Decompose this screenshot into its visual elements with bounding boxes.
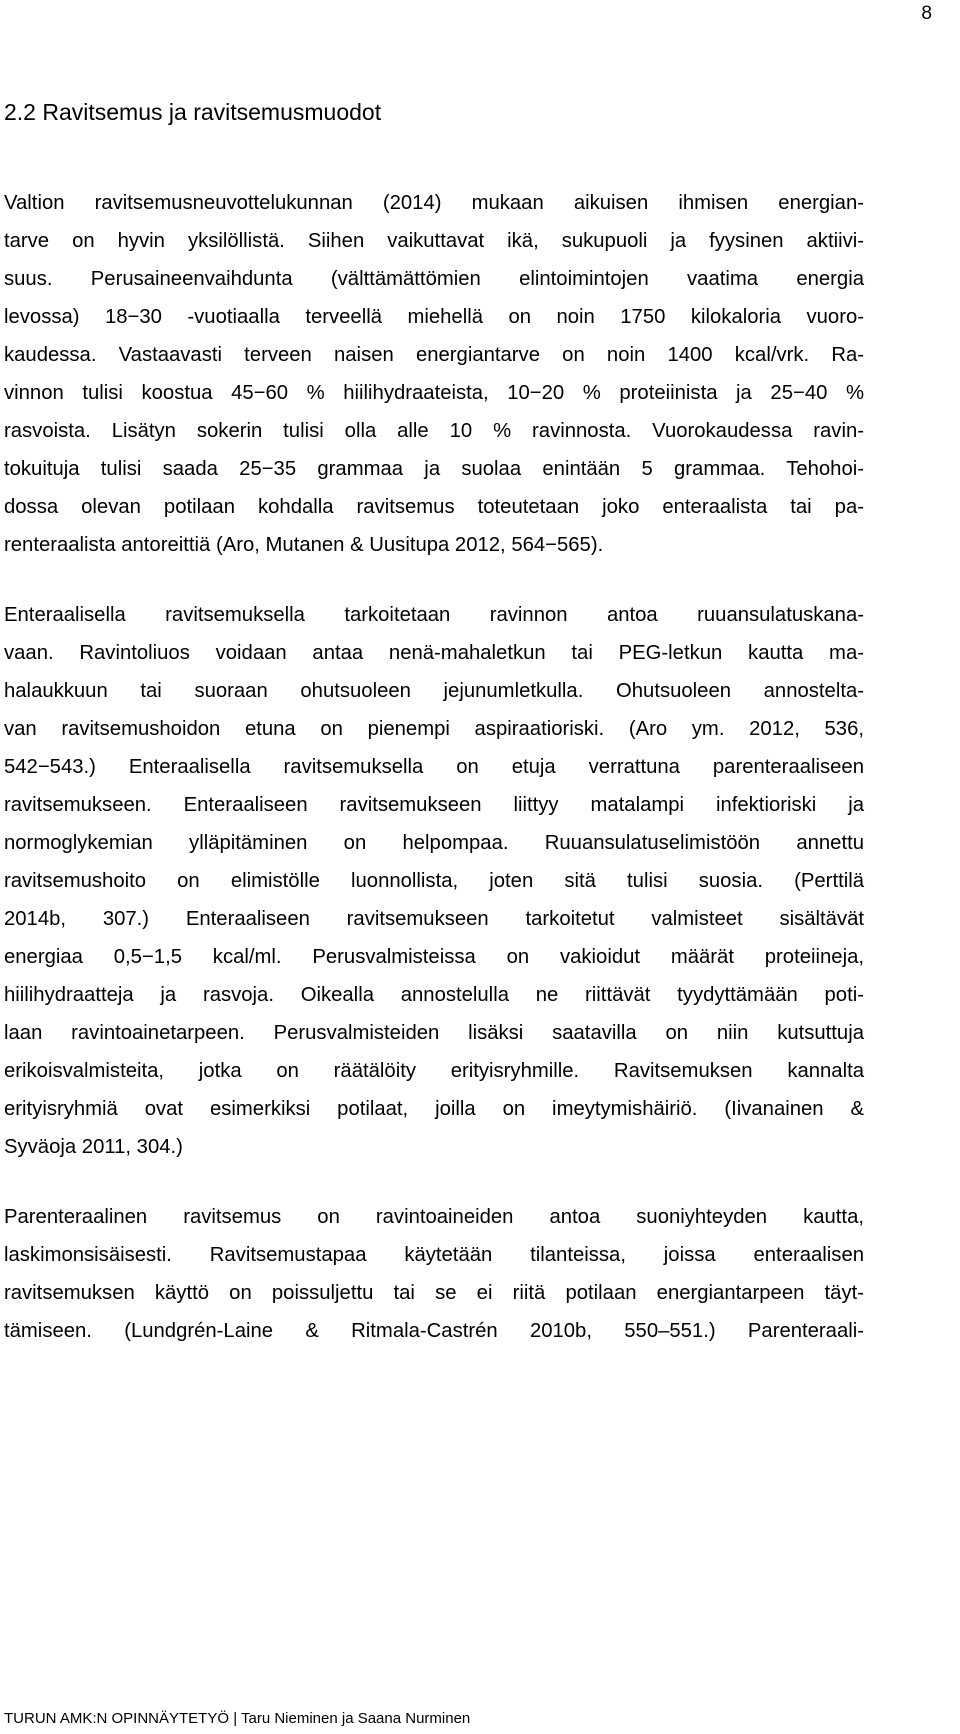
text-line: halaukkuun tai suoraan ohutsuoleen jejunumletkulla. Ohutsuoleen annostelta- — [4, 680, 864, 702]
text-line: Parenteraalinen ravitsemus on ravintoaineiden antoa suoniyhteyden kautta, — [4, 1206, 864, 1228]
text-line: laskimonsisäisesti. Ravitsemustapaa käytetään tilanteissa, joissa enteraalisen — [4, 1244, 864, 1266]
text-line: ravitsemukseen. Enteraaliseen ravitsemukseen liittyy matalampi infektioriski ja — [4, 794, 864, 816]
text-line: normoglykemian ylläpitäminen on helpompaa. Ruuansulatuselimistöön annettu — [4, 832, 864, 854]
text-line: vaan. Ravintoliuos voidaan antaa nenä-mahaletkun tai PEG-letkun kautta ma- — [4, 642, 864, 664]
text-line: 2014b, 307.) Enteraaliseen ravitsemukseen tarkoitetut valmisteet sisältävät — [4, 908, 864, 930]
text-line: vinnon tulisi koostua 45−60 % hiilihydraateista, 10−20 % proteiinista ja 25−40 % — [4, 382, 864, 404]
text-line: rasvoista. Lisätyn sokerin tulisi olla alle 10 % ravinnosta. Vuorokaudessa ravin- — [4, 420, 864, 442]
text-line: renteraalista antoreittiä (Aro, Mutanen & Uusitupa 2012, 564−565). — [4, 534, 604, 556]
text-line: ravitsemuksen käyttö on poissuljettu tai se ei riitä potilaan energiantarpeen täyt- — [4, 1282, 864, 1304]
text-line: Enteraalisella ravitsemuksella tarkoitetaan ravinnon antoa ruuansulatuskana- — [4, 604, 864, 626]
page-footer: TURUN AMK:N OPINNÄYTETYÖ | Taru Nieminen ja Saana Nurminen — [4, 1710, 471, 1727]
section-heading: 2.2 Ravitsemus ja ravitsemusmuodot — [4, 99, 382, 125]
page-number: 8 — [921, 3, 932, 24]
text-line: 542−543.) Enteraalisella ravitsemuksella on etuja verrattuna parenteraaliseen — [4, 756, 864, 778]
text-line: ravitsemushoito on elimistölle luonnollista, joten sitä tulisi suosia. (Perttilä — [4, 870, 864, 892]
text-line: erikoisvalmisteita, jotka on räätälöity erityisryhmille. Ravitsemuksen kannalta — [4, 1060, 864, 1082]
text-line: erityisryhmiä ovat esimerkiksi potilaat, joilla on imeytymishäiriö. (Iivanainen & — [4, 1098, 864, 1120]
text-line: van ravitsemushoidon etuna on pienempi aspiraatioriski. (Aro ym. 2012, 536, — [4, 718, 864, 740]
text-line: laan ravintoainetarpeen. Perusvalmisteiden lisäksi saatavilla on niin kutsuttuja — [4, 1022, 864, 1044]
text-line: hiilihydraatteja ja rasvoja. Oikealla annostelulla ne riittävät tyydyttämään poti- — [4, 984, 864, 1006]
text-line: kaudessa. Vastaavasti terveen naisen energiantarve on noin 1400 kcal/vrk. Ra- — [4, 344, 864, 366]
text-line: dossa olevan potilaan kohdalla ravitsemus toteutetaan joko enteraalista tai pa- — [4, 496, 864, 518]
text-line: tokuituja tulisi saada 25−35 grammaa ja suolaa enintään 5 grammaa. Tehohoi- — [4, 458, 864, 480]
text-line: tämiseen. (Lundgrén-Laine & Ritmala-Castrén 2010b, 550–551.) Parenteraali- — [4, 1320, 864, 1342]
text-line: suus. Perusaineenvaihdunta (välttämättömien elintoimintojen vaatima energia — [4, 268, 864, 290]
text-line: Syväoja 2011, 304.) — [4, 1136, 183, 1158]
text-line: Valtion ravitsemusneuvottelukunnan (2014) mukaan aikuisen ihmisen energian- — [4, 192, 864, 214]
text-line: tarve on hyvin yksilöllistä. Siihen vaikuttavat ikä, sukupuoli ja fyysinen aktiivi- — [4, 230, 864, 252]
text-line: levossa) 18−30 -vuotiaalla terveellä miehellä on noin 1750 kilokaloria vuoro- — [4, 306, 864, 328]
text-line: energiaa 0,5−1,5 kcal/ml. Perusvalmisteissa on vakioidut määrät proteiineja, — [4, 946, 864, 968]
